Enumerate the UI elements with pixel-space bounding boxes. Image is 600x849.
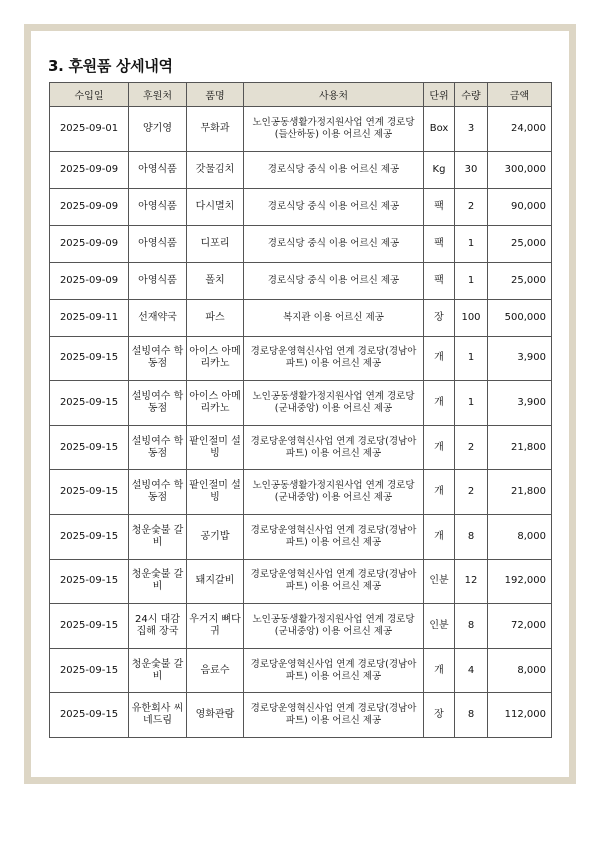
- table-row: [50, 151, 552, 188]
- cell-donor: 설빙여수 학동점: [129, 425, 187, 470]
- cell-amount: 3,900: [488, 336, 552, 381]
- cell-qty: 2: [455, 188, 488, 225]
- cell-donor: 아영식품: [129, 262, 187, 299]
- cell-unit: 팩: [424, 262, 455, 299]
- cell-donor: 양기영: [129, 107, 187, 152]
- cell-item: 음료수: [187, 648, 244, 693]
- cell-usage: 경로식당 중식 이용 어르신 제공: [244, 262, 424, 299]
- cell-item: 갓물김치: [187, 151, 244, 188]
- cell-usage: 노인공동생활가정지원사업 연계 경로당(군내중앙) 이용 어르신 제공: [244, 381, 424, 426]
- cell-unit: 개: [424, 470, 455, 515]
- cell-unit: 장: [424, 693, 455, 738]
- header-amount: 금액: [488, 83, 552, 107]
- cell-amount: 300,000: [488, 151, 552, 188]
- cell-qty: 30: [455, 151, 488, 188]
- section-title: 3. 후원품 상세내역: [48, 57, 173, 75]
- cell-unit: Box: [424, 107, 455, 152]
- cell-donor: 청운숯불 갈비: [129, 559, 187, 604]
- table-row: [50, 225, 552, 262]
- cell-item: 다시멸치: [187, 188, 244, 225]
- cell-unit: 개: [424, 648, 455, 693]
- cell-item: 파스: [187, 299, 244, 336]
- cell-amount: 500,000: [488, 299, 552, 336]
- cell-usage: 경로식당 중식 이용 어르신 제공: [244, 151, 424, 188]
- cell-unit: 개: [424, 336, 455, 381]
- header-unit: 단위: [424, 83, 455, 107]
- table-row: [50, 425, 552, 470]
- cell-qty: 3: [455, 107, 488, 152]
- table-row: [50, 559, 552, 604]
- cell-donor: 아영식품: [129, 188, 187, 225]
- cell-unit: 인분: [424, 559, 455, 604]
- cell-item: 돼지갈비: [187, 559, 244, 604]
- cell-donor: 청운숯불 갈비: [129, 648, 187, 693]
- cell-donor: 아영식품: [129, 151, 187, 188]
- cell-qty: 1: [455, 336, 488, 381]
- cell-qty: 4: [455, 648, 488, 693]
- cell-qty: 8: [455, 604, 488, 649]
- cell-qty: 1: [455, 225, 488, 262]
- cell-item: 무화과: [187, 107, 244, 152]
- cell-item: 폴치: [187, 262, 244, 299]
- cell-amount: 25,000: [488, 225, 552, 262]
- cell-qty: 1: [455, 381, 488, 426]
- cell-donor: 아영식품: [129, 225, 187, 262]
- cell-usage: 경로당운영혁신사업 연계 경로당(경남아파트) 이용 어르신 제공: [244, 336, 424, 381]
- cell-donor: 설빙여수 학동점: [129, 470, 187, 515]
- cell-qty: 12: [455, 559, 488, 604]
- cell-usage: 경로당운영혁신사업 연계 경로당(경남아파트) 이용 어르신 제공: [244, 693, 424, 738]
- table-row: [50, 299, 552, 336]
- cell-qty: 2: [455, 425, 488, 470]
- cell-donor: 설빙여수 학동점: [129, 381, 187, 426]
- cell-date: 2025-09-15: [50, 470, 129, 515]
- cell-date: 2025-09-09: [50, 262, 129, 299]
- header-donor: 후원처: [129, 83, 187, 107]
- cell-date: 2025-09-15: [50, 648, 129, 693]
- cell-date: 2025-09-15: [50, 514, 129, 559]
- table-header-row: [50, 83, 552, 107]
- cell-qty: 1: [455, 262, 488, 299]
- donation-detail-table: [49, 82, 552, 738]
- table-row: [50, 336, 552, 381]
- cell-usage: 경로당운영혁신사업 연계 경로당(경남아파트) 이용 어르신 제공: [244, 559, 424, 604]
- cell-amount: 8,000: [488, 514, 552, 559]
- cell-date: 2025-09-09: [50, 188, 129, 225]
- cell-amount: 25,000: [488, 262, 552, 299]
- cell-date: 2025-09-09: [50, 151, 129, 188]
- cell-item: 팥인절미 설빙: [187, 470, 244, 515]
- cell-usage: 노인공동생활가정지원사업 연계 경로당(들산하동) 이용 어르신 제공: [244, 107, 424, 152]
- cell-usage: 노인공동생활가정지원사업 연계 경로당(군내중앙) 이용 어르신 제공: [244, 604, 424, 649]
- cell-usage: 복지관 이용 어르신 제공: [244, 299, 424, 336]
- cell-amount: 72,000: [488, 604, 552, 649]
- cell-donor: 청운숯불 갈비: [129, 514, 187, 559]
- cell-unit: 개: [424, 514, 455, 559]
- cell-usage: 경로식당 중식 이용 어르신 제공: [244, 188, 424, 225]
- cell-usage: 경로당운영혁신사업 연계 경로당(경남아파트) 이용 어르신 제공: [244, 514, 424, 559]
- cell-amount: 192,000: [488, 559, 552, 604]
- cell-item: 우거지 뼈다귀: [187, 604, 244, 649]
- cell-amount: 24,000: [488, 107, 552, 152]
- cell-unit: 장: [424, 299, 455, 336]
- cell-item: 영화관람: [187, 693, 244, 738]
- cell-usage: 경로식당 중식 이용 어르신 제공: [244, 225, 424, 262]
- cell-amount: 21,800: [488, 470, 552, 515]
- cell-date: 2025-09-01: [50, 107, 129, 152]
- cell-donor: 설빙여수 학동점: [129, 336, 187, 381]
- cell-amount: 8,000: [488, 648, 552, 693]
- cell-date: 2025-09-11: [50, 299, 129, 336]
- header-item: 품명: [187, 83, 244, 107]
- cell-date: 2025-09-15: [50, 559, 129, 604]
- cell-donor: 선재약국: [129, 299, 187, 336]
- table-row: [50, 693, 552, 738]
- cell-qty: 8: [455, 693, 488, 738]
- cell-qty: 8: [455, 514, 488, 559]
- cell-usage: 경로당운영혁신사업 연계 경로당(경남아파트) 이용 어르신 제공: [244, 648, 424, 693]
- table-row: [50, 381, 552, 426]
- cell-date: 2025-09-15: [50, 604, 129, 649]
- cell-amount: 21,800: [488, 425, 552, 470]
- header-usage: 사용처: [244, 83, 424, 107]
- header-qty: 수량: [455, 83, 488, 107]
- table-row: [50, 262, 552, 299]
- header-date: 수입일: [50, 83, 129, 107]
- cell-item: 팥인절미 설빙: [187, 425, 244, 470]
- cell-unit: Kg: [424, 151, 455, 188]
- cell-date: 2025-09-15: [50, 336, 129, 381]
- table-row: [50, 648, 552, 693]
- cell-date: 2025-09-15: [50, 425, 129, 470]
- table-row: [50, 470, 552, 515]
- cell-date: 2025-09-15: [50, 693, 129, 738]
- table-row: [50, 604, 552, 649]
- cell-donor: 유한회사 씨네드림: [129, 693, 187, 738]
- cell-qty: 2: [455, 470, 488, 515]
- cell-item: 아이스 아메리카노: [187, 336, 244, 381]
- cell-unit: 개: [424, 381, 455, 426]
- cell-qty: 100: [455, 299, 488, 336]
- table-row: [50, 188, 552, 225]
- cell-item: 공기밥: [187, 514, 244, 559]
- cell-item: 디포리: [187, 225, 244, 262]
- cell-unit: 팩: [424, 188, 455, 225]
- cell-unit: 인분: [424, 604, 455, 649]
- cell-amount: 3,900: [488, 381, 552, 426]
- cell-unit: 팩: [424, 225, 455, 262]
- cell-donor: 24시 대감집해 장국: [129, 604, 187, 649]
- cell-date: 2025-09-15: [50, 381, 129, 426]
- cell-amount: 112,000: [488, 693, 552, 738]
- cell-date: 2025-09-09: [50, 225, 129, 262]
- cell-usage: 노인공동생활가정지원사업 연계 경로당(군내중앙) 이용 어르신 제공: [244, 470, 424, 515]
- cell-usage: 경로당운영혁신사업 연계 경로당(경남아파트) 이용 어르신 제공: [244, 425, 424, 470]
- table-row: [50, 514, 552, 559]
- cell-amount: 90,000: [488, 188, 552, 225]
- cell-unit: 개: [424, 425, 455, 470]
- cell-item: 아이스 아메리카노: [187, 381, 244, 426]
- table-row: [50, 107, 552, 152]
